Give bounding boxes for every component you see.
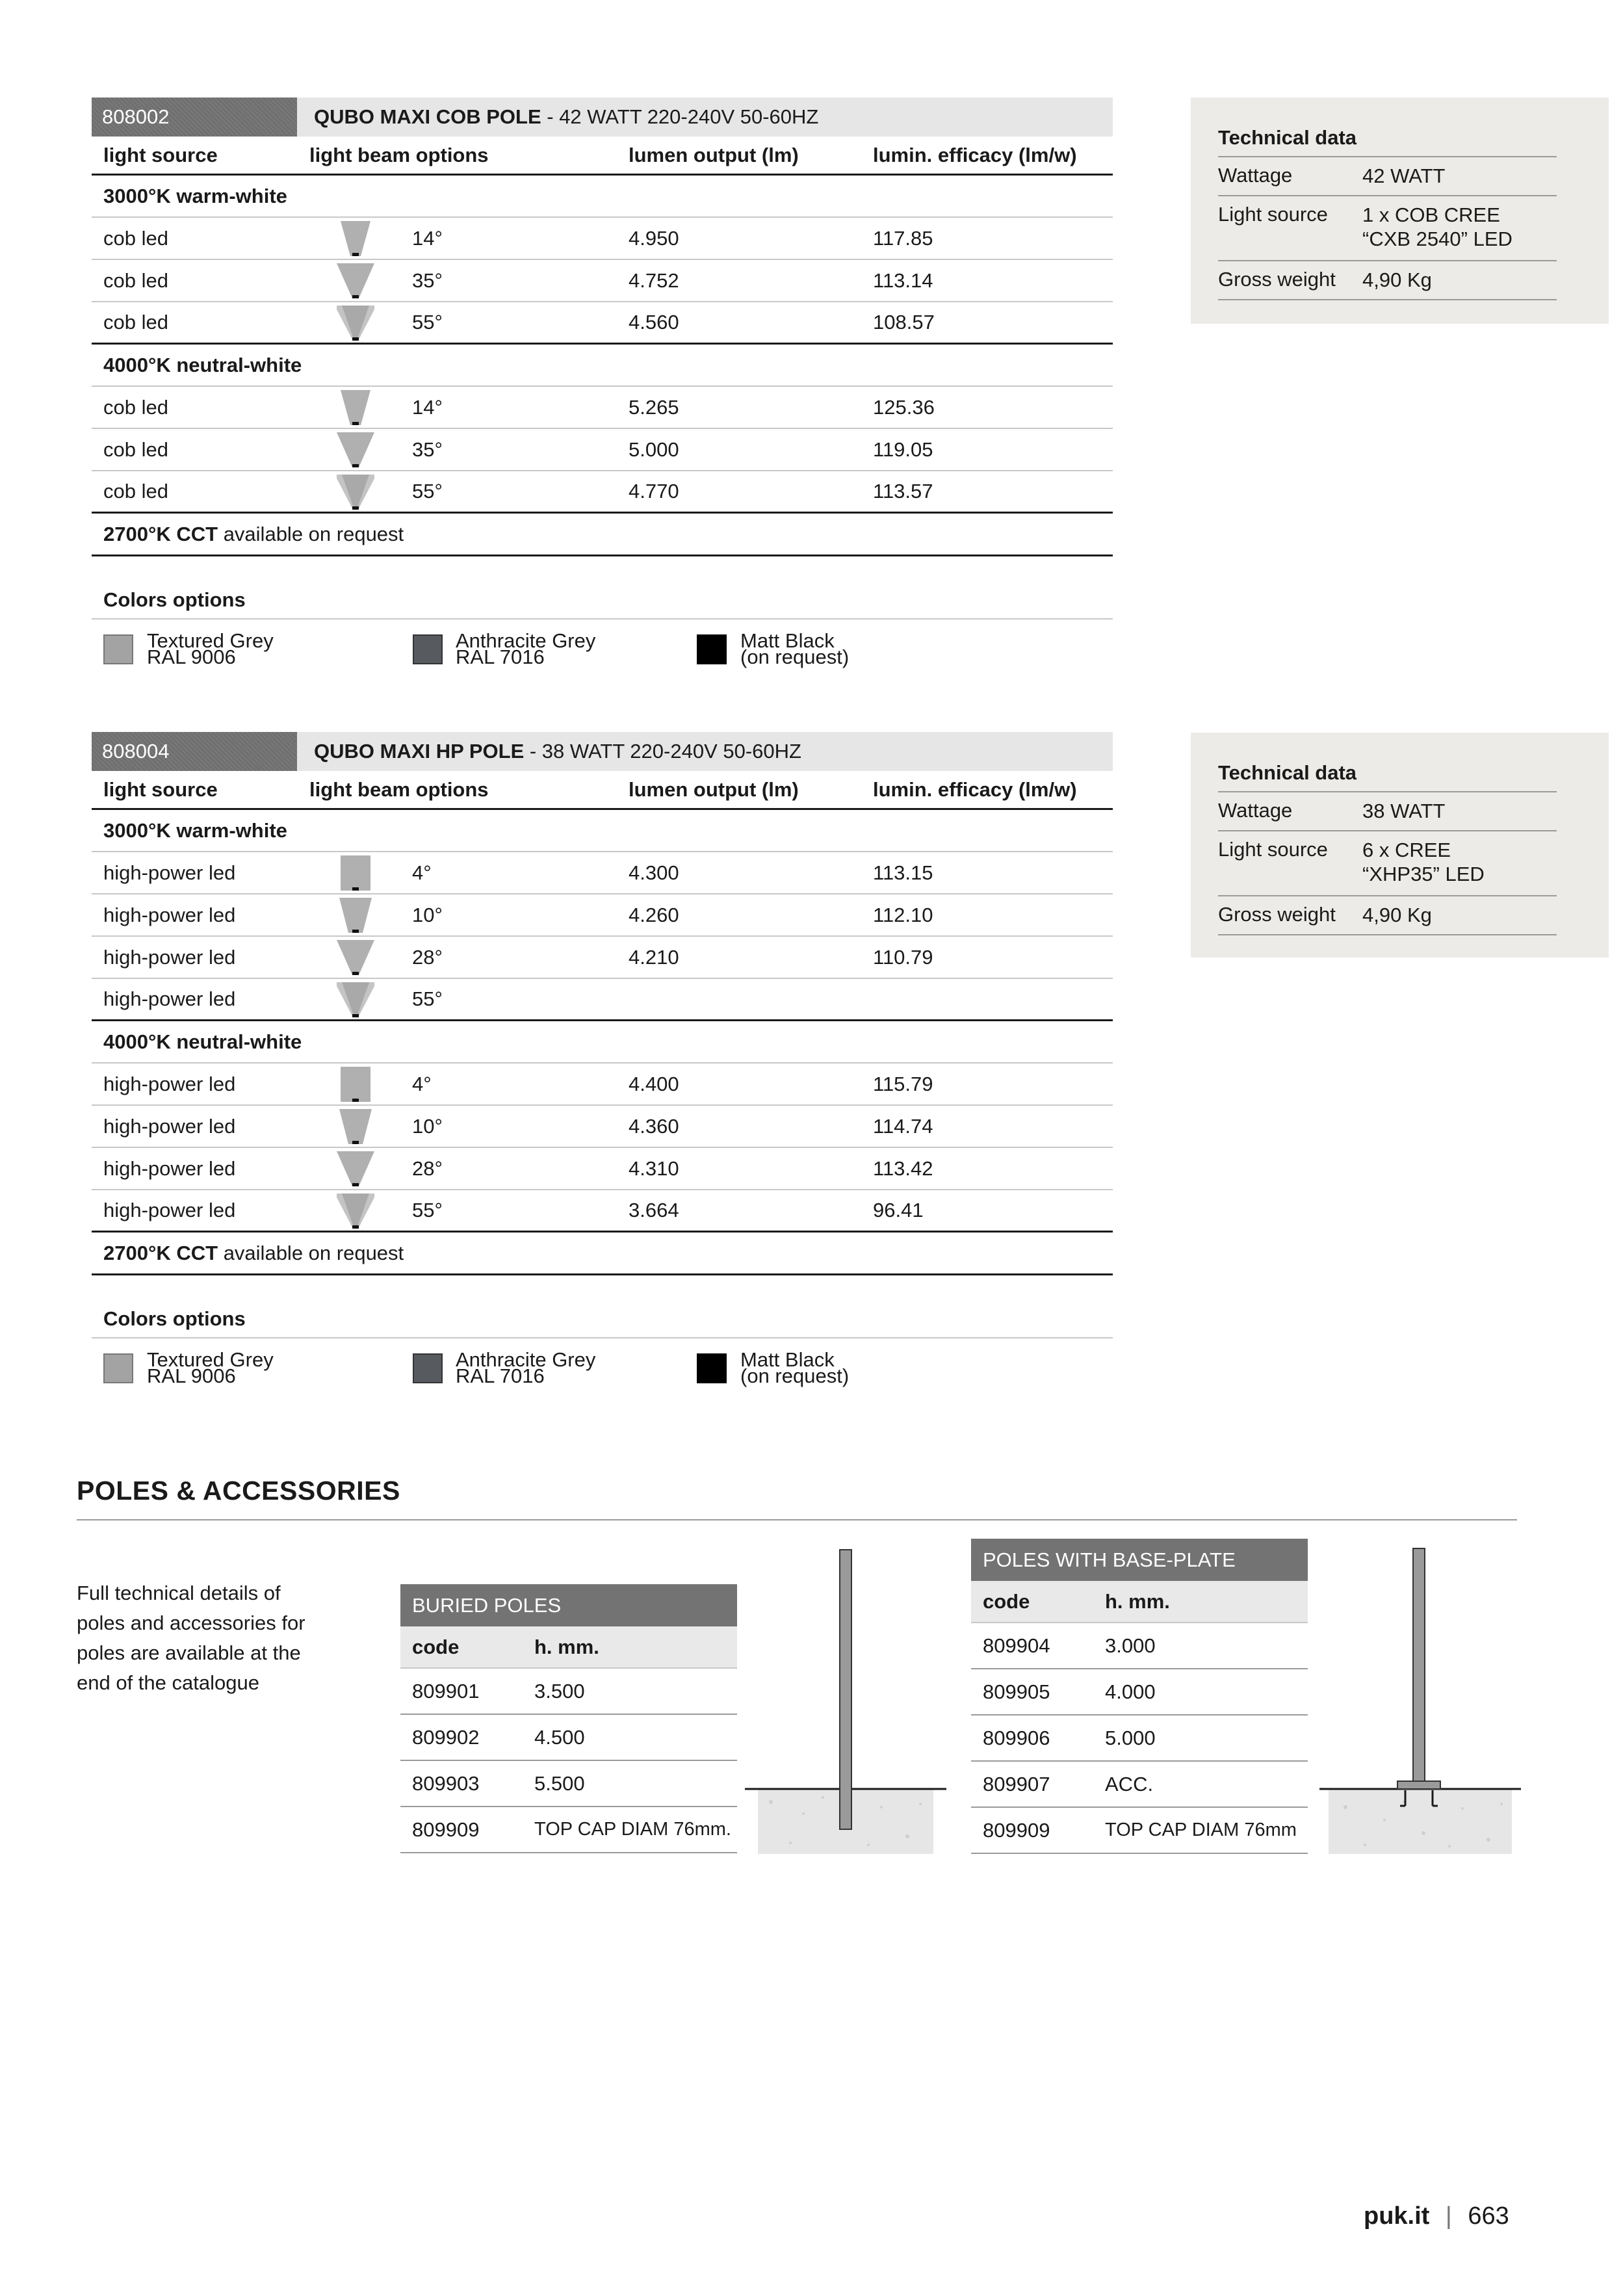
lumin-efficacy: 113.42 bbox=[873, 1156, 933, 1180]
pole-code: 809902 bbox=[412, 1725, 480, 1749]
note-line: Full technical details of bbox=[77, 1582, 281, 1604]
product-title-bar bbox=[92, 732, 1113, 771]
pole-shaft bbox=[1413, 1548, 1425, 1782]
table-row bbox=[92, 218, 1113, 260]
footer-site: puk.it bbox=[1364, 2202, 1430, 2230]
table-header bbox=[92, 137, 1113, 176]
beam-angle: 28° bbox=[412, 945, 443, 969]
base-plate bbox=[1397, 1781, 1440, 1789]
table-row bbox=[971, 1623, 1308, 1669]
group-header-neutral bbox=[92, 345, 1113, 387]
col-lumen: lumen output (lm) bbox=[629, 777, 799, 801]
pole-height: TOP CAP DIAM 76mm. bbox=[534, 1819, 731, 1840]
beam-wide-icon bbox=[337, 982, 374, 1017]
beam-medium-icon bbox=[337, 1151, 374, 1186]
table-row bbox=[92, 852, 1113, 894]
pole-height: 5.000 bbox=[1105, 1726, 1156, 1749]
table-row bbox=[971, 1715, 1308, 1762]
product-table-808004 bbox=[92, 732, 1113, 1390]
buried-poles-table bbox=[400, 1584, 737, 1853]
pole-code: 809904 bbox=[983, 1634, 1050, 1657]
lumen-output: 4.260 bbox=[629, 903, 679, 926]
ground-block bbox=[1329, 1789, 1512, 1854]
lumin-efficacy: 108.57 bbox=[873, 311, 935, 333]
technical-title: Technical data bbox=[1218, 761, 1357, 784]
product-spec: - 38 WATT 220-240V 50-60HZ bbox=[524, 740, 801, 763]
group-header-warm bbox=[92, 176, 1113, 218]
beam-medium-icon bbox=[337, 940, 374, 975]
buried-poles-title: BURIED POLES bbox=[400, 1584, 737, 1626]
light-source: high-power led bbox=[103, 945, 236, 969]
note-line: poles and accessories for bbox=[77, 1611, 305, 1634]
swatch-matt-black bbox=[697, 634, 727, 664]
pole-height: ACC. bbox=[1105, 1772, 1154, 1795]
pole-height: 5.500 bbox=[534, 1771, 585, 1795]
lumin-efficacy: 113.15 bbox=[873, 861, 933, 884]
page-footer bbox=[1364, 2202, 1509, 2230]
product-table-808002 bbox=[92, 98, 1113, 672]
technical-data-box bbox=[1191, 733, 1609, 958]
light-source: cob led bbox=[103, 226, 168, 250]
color-name: Textured Grey bbox=[147, 1348, 274, 1371]
beam-angle: 14° bbox=[412, 226, 443, 250]
beam-angle: 35° bbox=[412, 268, 443, 292]
col-efficacy: lumin. efficacy (lm/w) bbox=[873, 143, 1077, 166]
color-note: (on request) bbox=[740, 1364, 850, 1387]
pole-height: 4.500 bbox=[534, 1725, 585, 1749]
lumin-efficacy: 110.79 bbox=[873, 945, 933, 969]
lumen-output: 4.360 bbox=[629, 1114, 679, 1138]
table-row bbox=[92, 1190, 1113, 1233]
beam-angle: 14° bbox=[412, 395, 443, 419]
pole-code: 809903 bbox=[412, 1771, 480, 1795]
color-name: Textured Grey bbox=[147, 629, 274, 652]
table-header bbox=[971, 1581, 1308, 1623]
tech-divider bbox=[1218, 299, 1557, 300]
lumin-efficacy: 112.10 bbox=[873, 903, 933, 926]
table-row bbox=[400, 1807, 737, 1853]
color-ral: RAL 9006 bbox=[147, 1364, 236, 1387]
color-name: Anthracite Grey bbox=[456, 629, 596, 652]
product-title bbox=[314, 98, 818, 137]
table-row bbox=[92, 1148, 1113, 1190]
cct-bold: 2700°K CCT bbox=[103, 522, 218, 545]
pole-height: 4.000 bbox=[1105, 1680, 1156, 1703]
tech-key: Light source bbox=[1218, 838, 1328, 861]
beam-narrow-icon bbox=[337, 898, 374, 933]
product-title bbox=[314, 732, 801, 771]
color-swatches bbox=[92, 620, 1113, 672]
color-ral: RAL 7016 bbox=[456, 646, 545, 668]
col-lumen: lumen output (lm) bbox=[629, 143, 799, 166]
col-light-source: light source bbox=[103, 777, 218, 801]
light-source: high-power led bbox=[103, 1114, 236, 1138]
color-name: Matt Black bbox=[740, 629, 835, 652]
tech-row-gross-weight bbox=[1218, 895, 1557, 935]
tech-value: 38 WATT bbox=[1362, 800, 1446, 822]
lumen-output: 3.664 bbox=[629, 1199, 679, 1221]
group-label: 3000°K warm-white bbox=[103, 818, 287, 842]
note-line: end of the catalogue bbox=[77, 1671, 259, 1694]
tech-value-line2: “XHP35” LED bbox=[1362, 863, 1485, 885]
tech-key: Gross weight bbox=[1218, 268, 1336, 291]
group-label: 4000°K neutral-white bbox=[103, 1030, 302, 1053]
table-row bbox=[92, 302, 1113, 345]
section-title: POLES & ACCESSORIES bbox=[77, 1476, 400, 1506]
color-ral: RAL 9006 bbox=[147, 646, 236, 668]
table-row bbox=[92, 937, 1113, 979]
pole-code: 809906 bbox=[983, 1726, 1050, 1749]
group-header-warm bbox=[92, 810, 1113, 852]
color-swatches bbox=[92, 1338, 1113, 1390]
swatch-textured-grey bbox=[103, 634, 133, 664]
beam-narrow-icon bbox=[337, 390, 374, 425]
lumin-efficacy: 113.14 bbox=[873, 268, 933, 292]
note-line: poles are available at the bbox=[77, 1641, 301, 1664]
group-label: 4000°K neutral-white bbox=[103, 353, 302, 376]
tech-row-wattage bbox=[1218, 791, 1557, 831]
color-ral: RAL 7016 bbox=[456, 1364, 545, 1387]
baseplate-poles-table bbox=[971, 1539, 1308, 1854]
lumen-output: 4.310 bbox=[629, 1156, 679, 1180]
tech-row-gross-weight bbox=[1218, 260, 1557, 300]
beam-wide-icon bbox=[337, 475, 374, 510]
table-row bbox=[971, 1669, 1308, 1715]
beam-narrow-icon bbox=[337, 221, 374, 256]
col-height: h. mm. bbox=[1105, 1589, 1170, 1613]
lumen-output: 5.265 bbox=[629, 395, 679, 419]
light-source: high-power led bbox=[103, 903, 236, 926]
lumin-efficacy: 119.05 bbox=[873, 437, 933, 461]
tech-value: 4,90 Kg bbox=[1362, 904, 1432, 926]
swatch-label bbox=[456, 1348, 596, 1387]
beam-angle: 35° bbox=[412, 437, 443, 461]
beam-wide-icon bbox=[337, 306, 374, 341]
tech-row-wattage bbox=[1218, 156, 1557, 196]
pole-code: 809905 bbox=[983, 1680, 1050, 1703]
lumin-efficacy: 96.41 bbox=[873, 1199, 924, 1221]
colors-title-text: Colors options bbox=[103, 588, 246, 611]
beam-angle: 10° bbox=[412, 903, 443, 926]
beam-angle: 55° bbox=[412, 311, 443, 333]
table-row bbox=[92, 471, 1113, 514]
lumin-efficacy: 125.36 bbox=[873, 395, 935, 419]
section-divider bbox=[77, 1519, 1517, 1520]
lumin-efficacy: 115.79 bbox=[873, 1072, 933, 1095]
light-source: high-power led bbox=[103, 1156, 236, 1180]
table-row bbox=[400, 1669, 737, 1715]
color-name: Anthracite Grey bbox=[456, 1348, 596, 1371]
light-source: cob led bbox=[103, 395, 168, 419]
lumen-output: 4.770 bbox=[629, 480, 679, 502]
group-header-neutral bbox=[92, 1021, 1113, 1063]
beam-angle: 55° bbox=[412, 987, 443, 1010]
tech-value bbox=[1362, 838, 1485, 886]
col-height: h. mm. bbox=[534, 1635, 599, 1658]
swatch-matt-black bbox=[697, 1353, 727, 1383]
swatch-label bbox=[740, 1348, 850, 1387]
light-source: cob led bbox=[103, 311, 168, 333]
light-source: cob led bbox=[103, 437, 168, 461]
col-light-beam: light beam options bbox=[309, 777, 489, 801]
col-code: code bbox=[412, 1635, 460, 1658]
light-source: high-power led bbox=[103, 861, 236, 884]
lumen-output: 4.400 bbox=[629, 1072, 679, 1095]
light-source: high-power led bbox=[103, 987, 236, 1010]
lumin-efficacy: 114.74 bbox=[873, 1114, 933, 1138]
table-row bbox=[400, 1715, 737, 1761]
product-title-bar bbox=[92, 98, 1113, 137]
beam-spot-icon bbox=[337, 855, 374, 891]
table-row bbox=[971, 1762, 1308, 1808]
color-name: Matt Black bbox=[740, 1348, 835, 1371]
cct-rest: available on request bbox=[218, 522, 404, 545]
light-source: high-power led bbox=[103, 1072, 236, 1095]
buried-pole-diagram bbox=[745, 1547, 946, 1859]
group-label: 3000°K warm-white bbox=[103, 184, 287, 207]
cct-bold: 2700°K CCT bbox=[103, 1241, 218, 1264]
technical-title: Technical data bbox=[1218, 126, 1357, 149]
baseplate-pole-diagram bbox=[1319, 1547, 1521, 1859]
swatch-anthracite-grey bbox=[413, 1353, 443, 1383]
tech-row-light-source bbox=[1218, 195, 1557, 261]
tech-value bbox=[1362, 203, 1513, 251]
table-row bbox=[92, 429, 1113, 471]
pole-height: TOP CAP DIAM 76mm bbox=[1105, 1820, 1297, 1840]
col-light-beam: light beam options bbox=[309, 143, 489, 166]
beam-angle: 55° bbox=[412, 1199, 443, 1221]
product-spec: - 42 WATT 220-240V 50-60HZ bbox=[541, 105, 819, 128]
tech-value: 4,90 Kg bbox=[1362, 268, 1432, 291]
pole-code: 809909 bbox=[412, 1818, 480, 1841]
lumin-efficacy: 117.85 bbox=[873, 226, 933, 250]
table-row bbox=[971, 1808, 1308, 1854]
light-source: high-power led bbox=[103, 1199, 236, 1221]
pole-code: 809909 bbox=[983, 1818, 1050, 1842]
swatch-label bbox=[456, 629, 596, 668]
col-code: code bbox=[983, 1589, 1030, 1613]
beam-angle: 55° bbox=[412, 480, 443, 502]
tech-key: Light source bbox=[1218, 203, 1328, 226]
table-row bbox=[400, 1761, 737, 1807]
lumen-output: 4.210 bbox=[629, 945, 679, 969]
table-row bbox=[92, 979, 1113, 1021]
beam-medium-icon bbox=[337, 263, 374, 298]
tech-key: Wattage bbox=[1218, 164, 1293, 187]
swatch-anthracite-grey bbox=[413, 634, 443, 664]
table-header bbox=[400, 1626, 737, 1669]
technical-data-box bbox=[1191, 98, 1609, 324]
light-source: cob led bbox=[103, 268, 168, 292]
colors-title-text: Colors options bbox=[103, 1307, 246, 1330]
beam-angle: 4° bbox=[412, 861, 432, 884]
product-code: 808004 bbox=[92, 732, 297, 771]
cct-rest: available on request bbox=[218, 1241, 404, 1264]
col-efficacy: lumin. efficacy (lm/w) bbox=[873, 777, 1077, 801]
pole-code: 809901 bbox=[412, 1679, 480, 1702]
lumen-output: 4.300 bbox=[629, 861, 679, 884]
swatch-label bbox=[740, 629, 850, 668]
tech-value: 42 WATT bbox=[1362, 164, 1446, 187]
pole-shaft bbox=[840, 1550, 851, 1829]
beam-medium-icon bbox=[337, 432, 374, 467]
tech-value-line1: 1 x COB CREE bbox=[1362, 203, 1500, 226]
table-row bbox=[92, 387, 1113, 429]
baseplate-poles-title: POLES WITH BASE-PLATE bbox=[971, 1539, 1308, 1581]
lumin-efficacy: 113.57 bbox=[873, 480, 933, 502]
table-row bbox=[92, 1063, 1113, 1106]
cct-note bbox=[92, 1233, 1113, 1275]
tech-row-light-source bbox=[1218, 830, 1557, 896]
beam-narrow-icon bbox=[337, 1109, 374, 1144]
table-row bbox=[92, 1106, 1113, 1148]
tech-divider bbox=[1218, 934, 1557, 935]
footer-separator: | bbox=[1445, 2202, 1452, 2230]
tech-value-line1: 6 x CREE bbox=[1362, 839, 1451, 861]
swatch-label bbox=[147, 629, 274, 668]
pole-height: 3.500 bbox=[534, 1679, 585, 1702]
light-source: cob led bbox=[103, 480, 168, 502]
product-code: 808002 bbox=[92, 98, 297, 137]
beam-angle: 28° bbox=[412, 1156, 443, 1180]
pole-height: 3.000 bbox=[1105, 1634, 1156, 1657]
beam-angle: 10° bbox=[412, 1114, 443, 1138]
page-number: 663 bbox=[1468, 2202, 1509, 2230]
poles-note bbox=[77, 1578, 305, 1698]
lumen-output: 4.752 bbox=[629, 268, 679, 292]
table-header bbox=[92, 771, 1113, 810]
pole-code: 809907 bbox=[983, 1772, 1050, 1795]
product-name: QUBO MAXI COB POLE bbox=[314, 105, 541, 128]
table-row bbox=[92, 894, 1113, 937]
swatch-label bbox=[147, 1348, 274, 1387]
product-name: QUBO MAXI HP POLE bbox=[314, 740, 525, 763]
colors-title bbox=[92, 556, 1113, 620]
beam-wide-icon bbox=[337, 1194, 374, 1229]
swatch-textured-grey bbox=[103, 1353, 133, 1383]
lumen-output: 5.000 bbox=[629, 437, 679, 461]
tech-key: Wattage bbox=[1218, 799, 1293, 822]
color-note: (on request) bbox=[740, 646, 850, 668]
col-light-source: light source bbox=[103, 143, 218, 166]
tech-value-line2: “CXB 2540” LED bbox=[1362, 228, 1513, 250]
lumen-output: 4.950 bbox=[629, 226, 679, 250]
cct-note bbox=[92, 514, 1113, 556]
beam-angle: 4° bbox=[412, 1072, 432, 1095]
colors-title bbox=[92, 1275, 1113, 1338]
tech-key: Gross weight bbox=[1218, 903, 1336, 926]
lumen-output: 4.560 bbox=[629, 311, 679, 333]
beam-spot-icon bbox=[337, 1067, 374, 1102]
table-row bbox=[92, 260, 1113, 302]
